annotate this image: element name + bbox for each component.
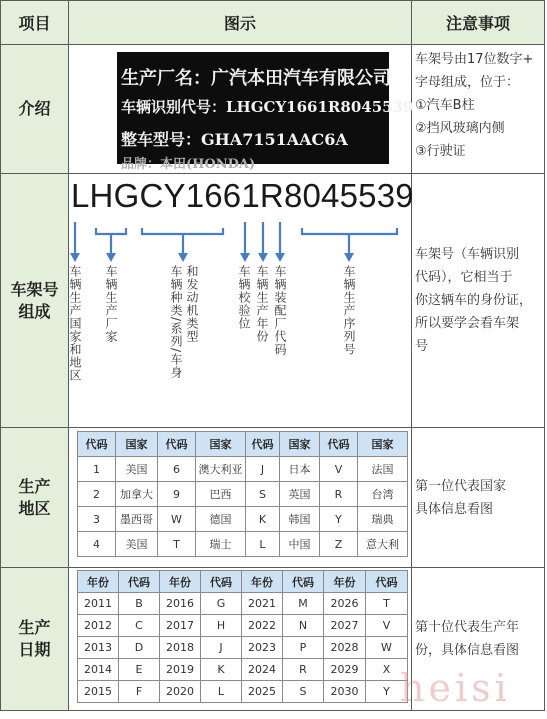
region-row bbox=[1, 428, 545, 568]
year-header-cell: 代码 bbox=[119, 571, 160, 593]
bracket-2 bbox=[96, 228, 126, 234]
region-header-cell: 国家 bbox=[116, 432, 158, 457]
year-table-cell: 2013 bbox=[78, 637, 119, 659]
region-table-cell: L bbox=[246, 532, 280, 557]
region-table-cell: W bbox=[158, 507, 196, 532]
region-table-cell: 6 bbox=[158, 457, 196, 482]
region-table-cell: 日本 bbox=[280, 457, 320, 482]
region-table-cell: 1 bbox=[78, 457, 116, 482]
year-header-cell: 年份 bbox=[324, 571, 366, 593]
region-table-cell: 美国 bbox=[116, 532, 158, 557]
photo-line-vin: 车辆识别代号：LHGCY1661R8045539 bbox=[121, 98, 414, 116]
region-label-line: 地区 bbox=[18, 498, 51, 518]
photo-line-manufacturer: 生产厂名：广汽本田汽车有限公司 bbox=[121, 68, 391, 89]
year-label-line: 日期 bbox=[18, 640, 51, 659]
vin-label bbox=[1, 174, 69, 428]
vin-notes bbox=[412, 174, 545, 428]
region-table-cell: 英国 bbox=[280, 482, 320, 507]
year-note-line: 第十位代表生产年 bbox=[415, 620, 520, 635]
region-diagram bbox=[69, 428, 412, 568]
year-table-cell: K bbox=[201, 659, 242, 681]
year-label-line: 生产 bbox=[18, 618, 51, 637]
region-table-cell: 美国 bbox=[116, 457, 158, 482]
region-note-line: 第一位代表国家 bbox=[415, 478, 507, 494]
region-header-cell: 代码 bbox=[158, 432, 196, 457]
year-table-row bbox=[78, 637, 408, 659]
year-table-cell: 2018 bbox=[160, 637, 201, 659]
region-code-table bbox=[77, 431, 408, 557]
header-notes: 注意事项 bbox=[412, 1, 545, 45]
vin-part-year: 车辆生产年份 bbox=[255, 265, 269, 343]
region-table-cell: 3 bbox=[78, 507, 116, 532]
region-table-cell: 2 bbox=[78, 482, 116, 507]
intro-note-line: 车架号由17位数字+ bbox=[415, 52, 534, 67]
year-table-cell: H bbox=[201, 615, 242, 637]
year-table-cell: R bbox=[283, 659, 324, 681]
year-table-cell: 2030 bbox=[324, 681, 366, 703]
photo-line-brand: 品牌：本田(HONDA) bbox=[121, 157, 256, 172]
year-diagram bbox=[69, 568, 412, 711]
intro-row bbox=[1, 45, 545, 174]
year-table-cell: B bbox=[119, 593, 160, 615]
year-header-cell: 年份 bbox=[78, 571, 119, 593]
region-table-cell: 澳大利亚 bbox=[196, 457, 246, 482]
year-table-cell: 2022 bbox=[242, 615, 283, 637]
region-table-cell: 德国 bbox=[196, 507, 246, 532]
year-table-cell: 2026 bbox=[324, 593, 366, 615]
watermark: heisi bbox=[400, 666, 511, 710]
region-notes bbox=[412, 428, 545, 568]
region-table-cell: J bbox=[246, 457, 280, 482]
region-table-cell: 加拿大 bbox=[116, 482, 158, 507]
intro-note-line: ②挡风玻璃内侧 bbox=[415, 121, 505, 136]
intro-diagram bbox=[69, 45, 412, 174]
intro-note-line: ①汽车B柱 bbox=[415, 98, 475, 113]
vin-part-type: 车辆种类/系列/车身 bbox=[169, 265, 183, 380]
region-table-cell: 瑞士 bbox=[196, 532, 246, 557]
region-table-cell: Y bbox=[320, 507, 358, 532]
region-label-line: 生产 bbox=[18, 476, 51, 496]
year-table-cell: D bbox=[119, 637, 160, 659]
region-table-cell: R bbox=[320, 482, 358, 507]
region-table-row bbox=[78, 532, 408, 557]
year-header-cell: 代码 bbox=[366, 571, 408, 593]
year-table-cell: G bbox=[201, 593, 242, 615]
year-table-cell: 2020 bbox=[160, 681, 201, 703]
year-table-row bbox=[78, 593, 408, 615]
region-table-cell: 瑞典 bbox=[358, 507, 408, 532]
year-table-cell: T bbox=[366, 593, 408, 615]
year-table-cell: 2025 bbox=[242, 681, 283, 703]
year-table-cell: 2011 bbox=[78, 593, 119, 615]
year-table-cell: S bbox=[283, 681, 324, 703]
vin-code: LHGCY1661R8045539 bbox=[71, 177, 414, 214]
year-table-cell: F bbox=[119, 681, 160, 703]
year-table-cell: L bbox=[201, 681, 242, 703]
region-table-cell: K bbox=[246, 507, 280, 532]
region-label bbox=[1, 428, 69, 568]
year-table-cell: 2028 bbox=[324, 637, 366, 659]
region-header-cell: 代码 bbox=[246, 432, 280, 457]
year-table-cell: 2019 bbox=[160, 659, 201, 681]
region-header-row bbox=[78, 432, 408, 457]
region-table-cell: 韩国 bbox=[280, 507, 320, 532]
year-table-cell: M bbox=[283, 593, 324, 615]
intro-note-line: 字母组成，位于： bbox=[415, 75, 520, 90]
year-header-cell: 代码 bbox=[201, 571, 242, 593]
vin-row bbox=[1, 174, 545, 428]
intro-label: 介绍 bbox=[1, 45, 69, 174]
region-table-cell: 墨西哥 bbox=[116, 507, 158, 532]
year-code-table bbox=[77, 570, 408, 703]
year-table-cell: V bbox=[366, 615, 408, 637]
region-table-cell: 4 bbox=[78, 532, 116, 557]
region-table-cell: 巴西 bbox=[196, 482, 246, 507]
vin-part-country: 车辆生产国家和地区 bbox=[68, 265, 82, 382]
vin-part-check: 车辆校验位 bbox=[237, 265, 251, 330]
year-table-cell: Y bbox=[366, 681, 408, 703]
region-table-row bbox=[78, 482, 408, 507]
year-header-row bbox=[78, 571, 408, 593]
year-table-cell: 2021 bbox=[242, 593, 283, 615]
region-table-cell: 法国 bbox=[358, 457, 408, 482]
vin-note-line: 所以要学会看车架 bbox=[415, 316, 520, 331]
year-table-cell: 2017 bbox=[160, 615, 201, 637]
intro-notes bbox=[412, 45, 545, 174]
year-label bbox=[1, 568, 69, 711]
vin-note-line: 你这辆车的身份证， bbox=[415, 293, 533, 308]
year-header-cell: 年份 bbox=[242, 571, 283, 593]
year-table-cell: P bbox=[283, 637, 324, 659]
vin-part-serial: 车辆生产序列号 bbox=[342, 265, 356, 356]
vin-diagram bbox=[69, 174, 412, 428]
year-table-cell: J bbox=[201, 637, 242, 659]
header-diagram: 图示 bbox=[69, 1, 412, 45]
vin-label-line: 组成 bbox=[18, 301, 51, 321]
year-table-cell: 2023 bbox=[242, 637, 283, 659]
region-table-cell: 中国 bbox=[280, 532, 320, 557]
region-header-cell: 国家 bbox=[280, 432, 320, 457]
year-table-cell: 2027 bbox=[324, 615, 366, 637]
vin-part-engine: 和发动机类型 bbox=[185, 265, 199, 343]
year-table-cell: 2024 bbox=[242, 659, 283, 681]
header-item: 项目 bbox=[1, 1, 69, 45]
photo-line-model: 整车型号：GHA7151AAC6A bbox=[121, 130, 348, 149]
year-table-cell: 2016 bbox=[160, 593, 201, 615]
intro-note-line: ③行驶证 bbox=[415, 144, 466, 159]
region-table-row bbox=[78, 457, 408, 482]
vin-part-maker: 车辆生产厂家 bbox=[104, 265, 118, 343]
year-table-cell: X bbox=[366, 659, 408, 681]
bracket-3 bbox=[142, 228, 223, 234]
vin-note-line: 号 bbox=[415, 339, 429, 354]
region-table-cell: V bbox=[320, 457, 358, 482]
bracket-7 bbox=[302, 228, 397, 234]
region-header-cell: 国家 bbox=[358, 432, 408, 457]
year-table-row bbox=[78, 659, 408, 681]
vin-label-line: 车架号 bbox=[10, 279, 59, 299]
region-table-cell: T bbox=[158, 532, 196, 557]
region-table-cell: S bbox=[246, 482, 280, 507]
region-header-cell: 代码 bbox=[320, 432, 358, 457]
region-header-cell: 代码 bbox=[78, 432, 116, 457]
year-table-cell: 2029 bbox=[324, 659, 366, 681]
vin-note-line: 车架号（车辆识别 bbox=[415, 247, 520, 262]
year-table-cell: N bbox=[283, 615, 324, 637]
region-table-cell: 9 bbox=[158, 482, 196, 507]
region-table-cell: Z bbox=[320, 532, 358, 557]
vin-plate-photo bbox=[117, 52, 414, 172]
year-table-cell: E bbox=[119, 659, 160, 681]
vin-note-line: 代码），它相当于 bbox=[415, 270, 513, 285]
year-table-cell: 2012 bbox=[78, 615, 119, 637]
region-table-cell: 意大利 bbox=[358, 532, 408, 557]
region-table-row bbox=[78, 507, 408, 532]
region-table-cell: 台湾 bbox=[358, 482, 408, 507]
year-header-cell: 年份 bbox=[160, 571, 201, 593]
year-table-cell: C bbox=[119, 615, 160, 637]
region-note-line: 具体信息看图 bbox=[415, 501, 494, 517]
year-table-cell: 2015 bbox=[78, 681, 119, 703]
region-header-cell: 国家 bbox=[196, 432, 246, 457]
year-table-cell: W bbox=[366, 637, 408, 659]
year-table-row bbox=[78, 681, 408, 703]
header-row bbox=[1, 1, 545, 45]
year-table-row bbox=[78, 615, 408, 637]
year-table-cell: 2014 bbox=[78, 659, 119, 681]
year-note-line: 份，具体信息看图 bbox=[415, 643, 520, 658]
vin-part-plant: 车辆装配厂代码 bbox=[273, 265, 287, 356]
year-header-cell: 代码 bbox=[283, 571, 324, 593]
